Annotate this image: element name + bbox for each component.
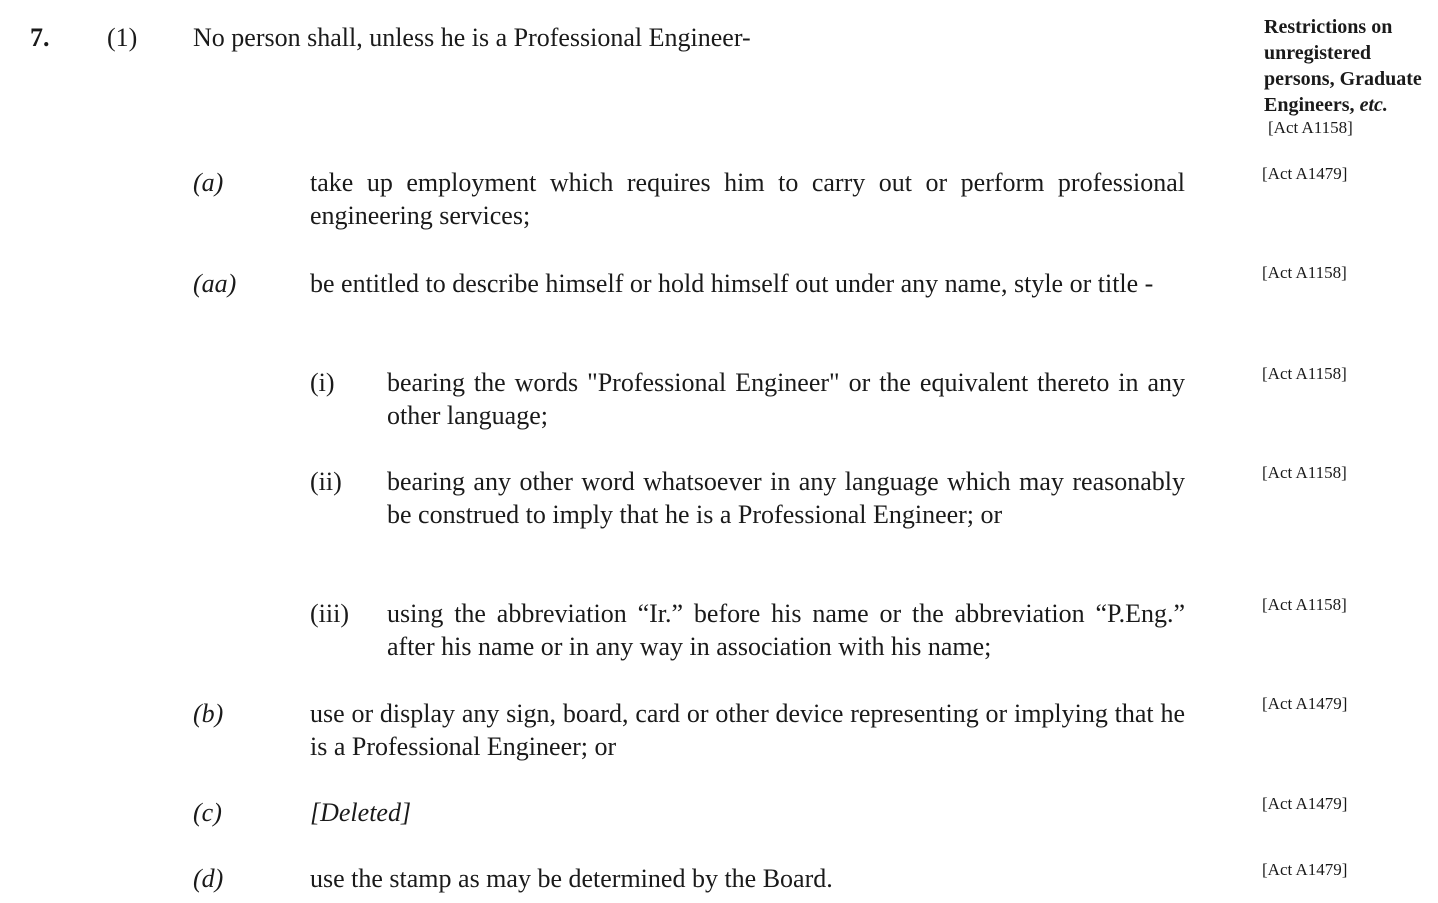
paragraph-a-label: (a) — [193, 168, 224, 197]
paragraph-aa-text: be entitled to describe himself or hold himself out under any name, style or title - — [310, 269, 1154, 298]
paragraph-c-act: [Act A1479] — [1262, 794, 1348, 813]
subparagraph-i-label: (i) — [310, 368, 335, 397]
subparagraph-ii-text: bearing any other word whatsoever in any language which may reasonably be construed to imply that he is a Professional Engineer; or — [387, 467, 1185, 529]
subparagraph-iii-label: (iii) — [310, 599, 349, 628]
paragraph-d-act: [Act A1479] — [1262, 860, 1348, 879]
margin-heading-text: Restrictions on unregistered persons, Graduate Engineers, — [1264, 16, 1422, 116]
section-intro: No person shall, unless he is a Professional Engineer- — [193, 23, 751, 52]
paragraph-aa-label: (aa) — [193, 269, 237, 298]
subparagraph-i-text: bearing the words "Professional Engineer" or the equivalent thereto in any other language; — [387, 368, 1185, 430]
paragraph-b-label: (b) — [193, 699, 224, 728]
paragraph-a-act: [Act A1479] — [1262, 164, 1348, 183]
paragraph-b-text: use or display any sign, board, card or other device representing or implying that he is a Professional Engineer; or — [310, 699, 1185, 761]
margin-act-reference: [Act A1158] — [1268, 118, 1353, 137]
paragraph-c-label: (c) — [193, 798, 222, 827]
section-number: 7. — [30, 23, 50, 52]
margin-heading — [1264, 14, 1438, 118]
margin-heading-etc: etc. — [1359, 94, 1388, 116]
paragraph-aa-act: [Act A1158] — [1262, 263, 1347, 282]
paragraph-c-text: [Deleted] — [310, 798, 412, 827]
subparagraph-iii-text: using the abbreviation “Ir.” before his name or the abbreviation “P.Eng.” after his name or in any way in association with his name; — [387, 599, 1185, 661]
subparagraph-i-act: [Act A1158] — [1262, 364, 1347, 383]
subparagraph-ii-act: [Act A1158] — [1262, 463, 1347, 482]
paragraph-d-text: use the stamp as may be determined by the Board. — [310, 864, 833, 893]
paragraph-b-act: [Act A1479] — [1262, 694, 1348, 713]
subparagraph-iii-act: [Act A1158] — [1262, 595, 1347, 614]
paragraph-a-text: take up employment which requires him to carry out or perform professional engineering services; — [310, 168, 1185, 230]
subsection-number: (1) — [107, 23, 138, 52]
paragraph-d-label: (d) — [193, 864, 224, 893]
subparagraph-ii-label: (ii) — [310, 467, 342, 496]
